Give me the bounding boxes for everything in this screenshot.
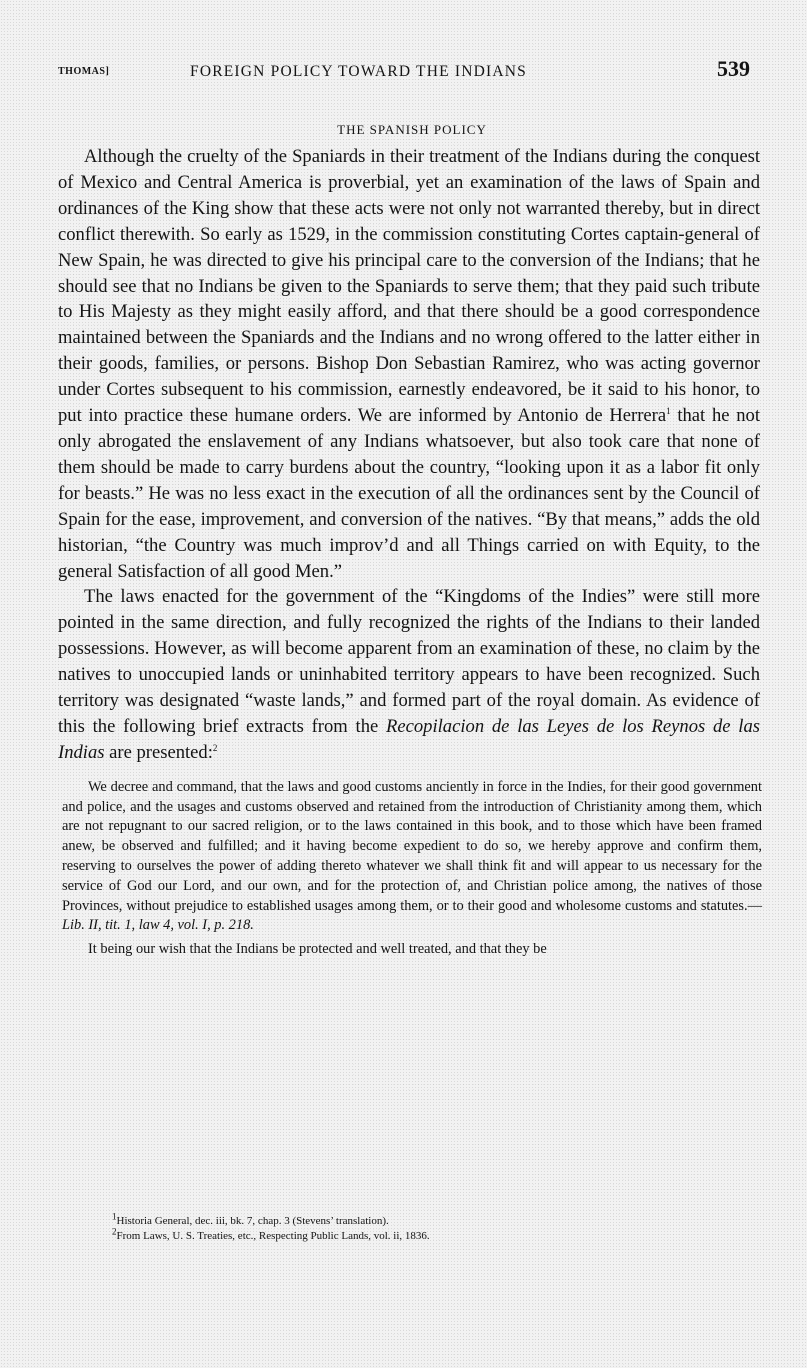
paragraph-2-text-b: are presented:	[104, 741, 213, 763]
page-number: 539	[717, 56, 750, 81]
footnotes	[112, 1211, 430, 1244]
paragraph-2-text-a: The laws enacted for the government of the “Kingdoms of the Indies” were still more pointed in the same direction, and fully recognized the rights of the Indians to their landed possessions. However, as will become apparent from an examination of these, no claim by the natives to unoccupied lands or uninhabited territory appears to have been recognized. Such territory was designated “waste lands,” and formed part of the royal domain. As evidence of this the following brief extracts from the	[58, 586, 760, 737]
running-head	[58, 56, 766, 86]
paragraph-1	[58, 144, 766, 584]
footnote-2	[112, 1226, 430, 1244]
running-title: FOREIGN POLICY TOWARD THE INDIANS	[190, 63, 527, 80]
footnote-1	[112, 1211, 430, 1229]
block-quote-2-start: It being our wish that the Indians be protected and well treated, and that they be	[88, 941, 547, 958]
footnote-2-text: From Laws, U. S. Treaties, etc., Respecting Public Lands, vol. ii, 1836.	[116, 1230, 430, 1242]
paragraph-1-text-b: that he not only abrogated the enslavement of any Indians whatsoever, but also took care that none of them should be made to carry burdens about the country, “looking upon it as a labor fit only for beasts.” He was no less exact in the execution of all the ordinances sent by the Council of Spain for the ease, improvement, and conversion of the natives. “By that means,” adds the old historian, “the Country was much improv’d and all Things carried on with Equity, to the general Satisfaction of all good Men.”	[58, 405, 760, 582]
footnote-1-text: Historia General, dec. iii, bk. 7, chap. 3 (Stevens’ translation).	[116, 1215, 389, 1227]
paragraph-1-text-a: Although the cruelty of the Spaniards in their treatment of the Indians during the conquest of Mexico and Central America is proverbial, yet an examination of the laws of Spain and ordinances of the King show that these acts were not only not warranted thereby, but in direct conflict therewith. So early as 1529, in the commission constituting Cortes captain-general of New Spain, he was directed to give his principal care to the conversion of the Indians; that he should see that no Indians be given to the Spaniards to serve them; that they paid such tribute to His Majesty as they might easily afford, and that there should be a good correspondence maintained between the Spaniards and the Indians and no wrong offered to the latter either in their goods, families, or persons. Bishop Don Sebastian Ramirez, who was acting governor under Cortes subsequent to his commission, earnestly endeavored, be it said to his honor, to put into practice these humane orders. We are informed by Antonio de Herrera	[58, 146, 760, 427]
footnote-2-mark: 2	[112, 1226, 117, 1237]
author-tag: THOMAS]	[58, 66, 110, 77]
section-title: THE SPANISH POLICY	[337, 122, 487, 137]
block-quote-1	[62, 778, 762, 936]
book-page	[58, 56, 766, 1346]
footnote-1-mark: 1	[112, 1211, 117, 1222]
footnote-ref-1: 1	[666, 405, 671, 416]
paragraph-2	[58, 584, 766, 765]
block-quote-1-citation: Lib. II, tit. 1, law 4, vol. I, p. 218.	[62, 917, 254, 934]
block-quote-1-text: We decree and command, that the laws and good customs anciently in force in the Indies, for their good government and police, and the usages and customs observed and retained from the introduction of Christianity among them, which are not repugnant to our sacred religion, or to the laws contained in this book, and to those which have been framed anew, be observed and fulfilled; and it having become expedient to do so, we hereby approve and confirm them, reserving to ourselves the power of adding thereto whatever we shall think fit and will appear to us necessary for the service of God our Lord, and our own, and for the protection of, and Christian police among, the natives of those Provinces, without prejudice to established usages among them, or to their good and wholesome customs and statutes.—	[62, 778, 762, 914]
recopilacion-title: Recopilacion de las Leyes de los Reynos de las Indias	[58, 715, 761, 763]
footnote-ref-2: 2	[212, 742, 218, 753]
